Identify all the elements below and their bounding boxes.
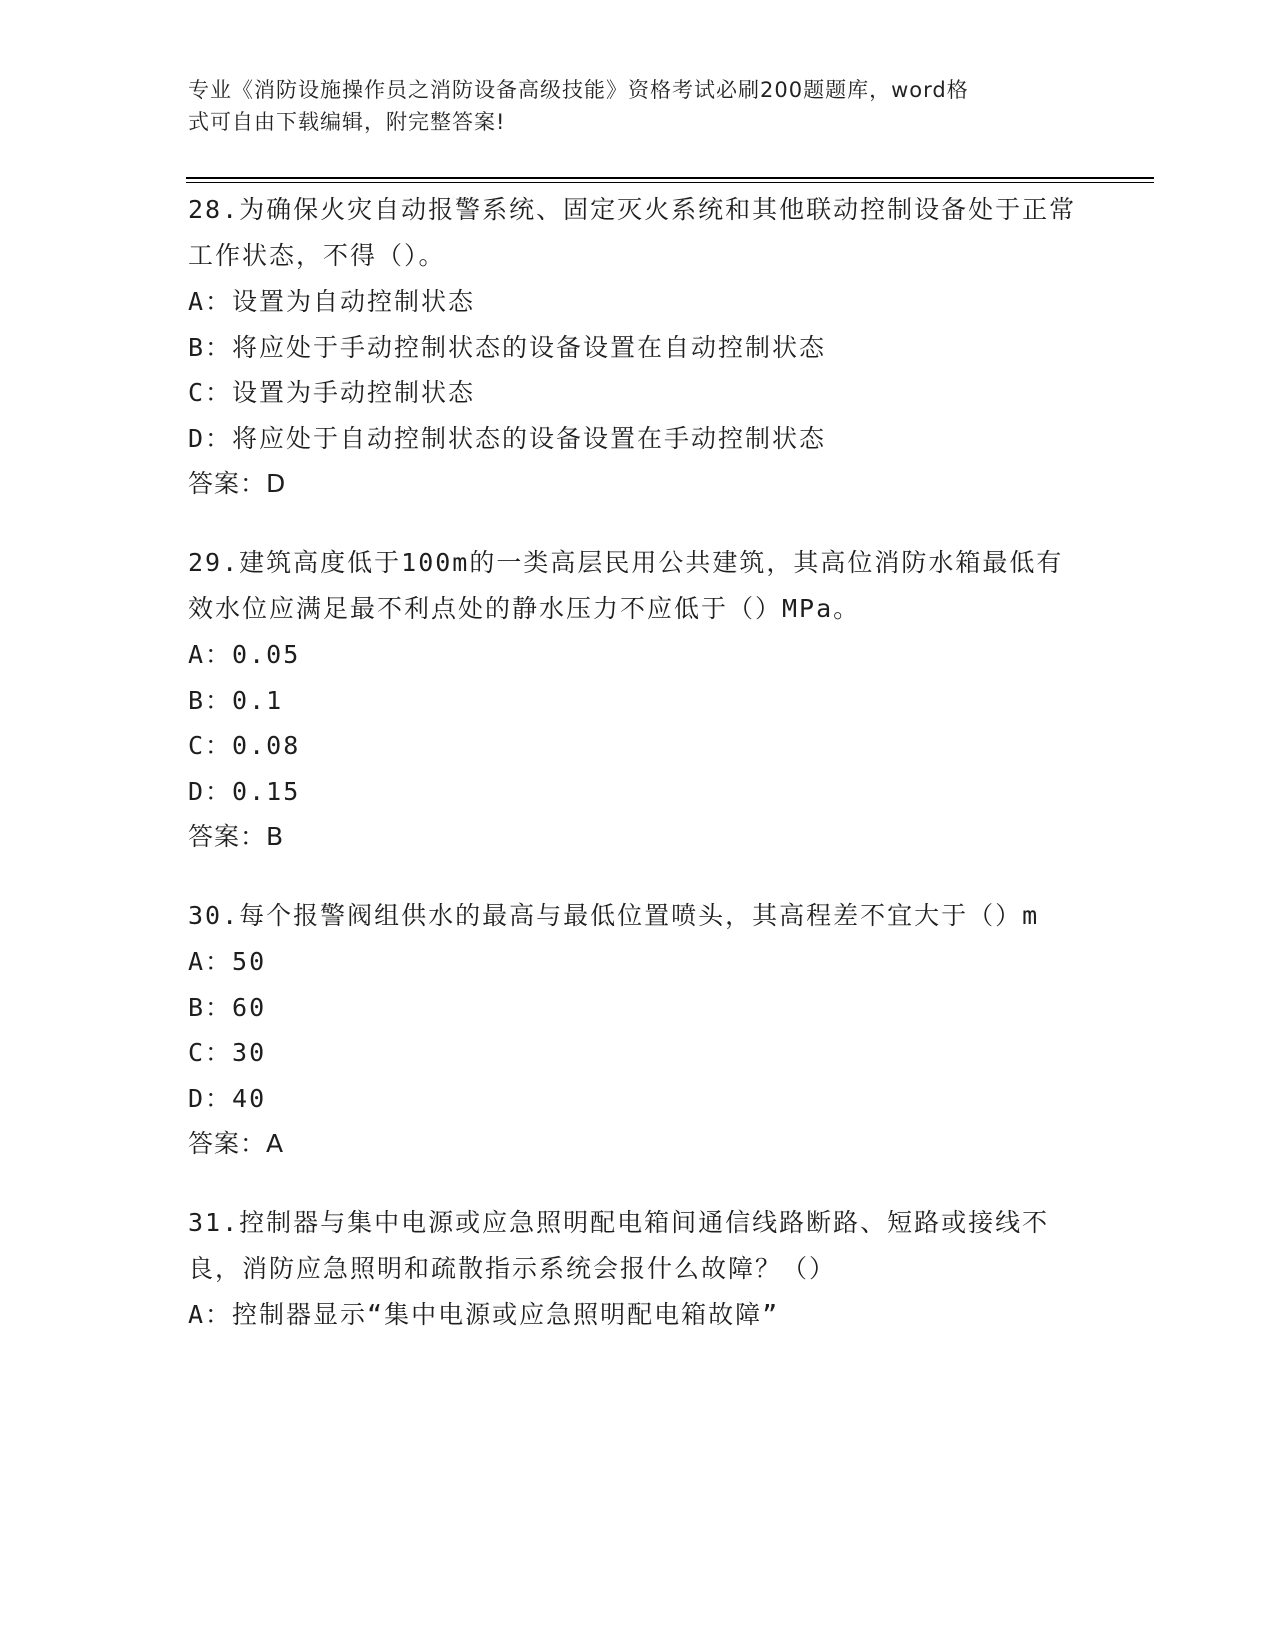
document-header xyxy=(188,74,1088,138)
answer-label: 答案：D xyxy=(188,469,287,498)
question-text: 30.每个报警阀组供水的最高与最低位置喷头，其高程差不宜大于（）m xyxy=(188,901,1040,930)
answer-label: 答案：A xyxy=(188,1129,285,1158)
question-list xyxy=(188,187,1088,1371)
header-divider-thin xyxy=(186,182,1154,183)
option-c: C：30 xyxy=(188,1038,267,1067)
question-text: 31.控制器与集中电源或应急照明配电箱间通信线路断路、短路或接线不良，消防应急照明和疏散指示系统会报什么故障？（） xyxy=(188,1208,1050,1283)
option-a: A：0.05 xyxy=(188,640,301,669)
option-c: C：设置为手动控制状态 xyxy=(188,378,476,407)
question-text: 28.为确保火灾自动报警系统、固定灭火系统和其他联动控制设备处于正常工作状态，不得（）。 xyxy=(188,195,1077,270)
question-28 xyxy=(188,187,1088,507)
option-b: B：0.1 xyxy=(188,685,284,715)
question-29 xyxy=(188,540,1088,860)
option-d: D：40 xyxy=(188,1083,267,1113)
question-text: 29.建筑高度低于100m的一类高层民用公共建筑，其高位消防水箱最低有效水位应满足最不利点处的静水压力不应低于（）MPa。 xyxy=(188,548,1064,623)
question-31 xyxy=(188,1200,1088,1338)
header-line-1: 专业《消防设施操作员之消防设备高级技能》资格考试必刷200题题库，word格 xyxy=(188,78,969,102)
header-divider-thick xyxy=(186,177,1154,179)
option-d: D：0.15 xyxy=(188,776,301,806)
option-a: A：控制器显示“集中电源或应急照明配电箱故障” xyxy=(188,1300,780,1329)
option-a: A：设置为自动控制状态 xyxy=(188,287,476,316)
option-b: B：60 xyxy=(188,992,267,1022)
header-line-2: 式可自由下载编辑，附完整答案! xyxy=(188,110,506,134)
question-30 xyxy=(188,893,1088,1167)
option-c: C：0.08 xyxy=(188,731,301,760)
option-d: D：将应处于自动控制状态的设备设置在手动控制状态 xyxy=(188,423,827,453)
option-a: A：50 xyxy=(188,947,267,976)
answer-label: 答案：B xyxy=(188,822,285,851)
option-b: B：将应处于手动控制状态的设备设置在自动控制状态 xyxy=(188,332,827,362)
